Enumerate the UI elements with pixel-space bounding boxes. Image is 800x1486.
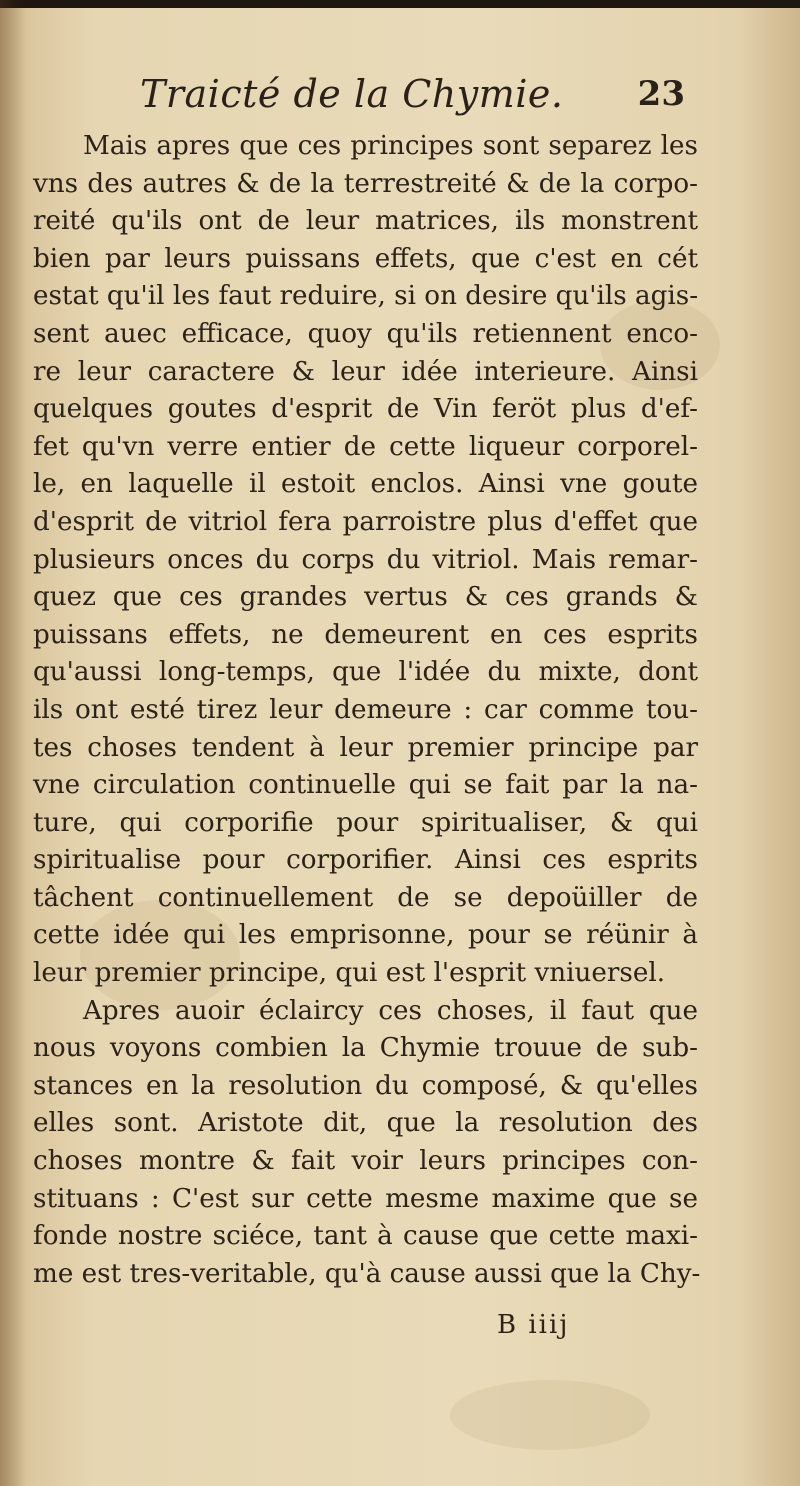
text-line: estat qu'il les faut reduire, si on desire qu'ils agis- <box>33 281 699 312</box>
text-line: choses montre & fait voir leurs principes con- <box>33 1146 698 1177</box>
text-line: ils ont esté tirez leur demeure : car comme tou- <box>33 694 698 725</box>
text-line: Mais apres que ces principes sont separez les <box>83 131 698 161</box>
body-text <box>33 128 701 1293</box>
text-line: ture, qui corporifie pour spiritualiser, & qui <box>33 807 698 838</box>
text-line: quelques goutes d'esprit de Vin feröt plus d'ef- <box>33 394 698 425</box>
page-number: 23 <box>637 74 685 114</box>
text-line: nous voyons combien la Chymie trouue de sub- <box>33 1033 698 1064</box>
text-line: puissans effets, ne demeurent en ces esprits <box>33 619 698 650</box>
text-line: cette idée qui les emprisonne, pour se réünir à <box>33 920 698 951</box>
text-line: spiritualise pour corporifier. Ainsi ces esprits <box>33 845 698 876</box>
text-line: tes choses tendent à leur premier principe par <box>33 732 698 763</box>
page-header <box>140 72 685 128</box>
text-line: leur premier principe, qui est l'esprit vniuersel. <box>33 958 666 989</box>
text-line: reité qu'ils ont de leur matrices, ils monstrent <box>33 206 698 237</box>
signature-mark: B iiij <box>497 1310 570 1340</box>
text-line: fet qu'vn verre entier de cette liqueur corporel- <box>33 431 698 462</box>
text-line: vne circulation continuelle qui se fait par la na- <box>33 770 698 801</box>
text-line: stances en la resolution du composé, & qu'elles <box>33 1070 698 1101</box>
text-line: d'esprit de vitriol fera parroistre plus d'effet que <box>33 506 698 537</box>
text-line: Apres auoir éclaircy ces choses, il faut que <box>83 995 698 1026</box>
text-line: re leur caractere & leur idée interieure. Ainsi <box>33 356 698 387</box>
text-line: tâchent continuellement de se depoüiller de <box>33 882 698 913</box>
text-line: me est tres-veritable, qu'à cause aussi que la Chy- <box>33 1258 701 1289</box>
text-line: plusieurs onces du corps du vitriol. Mais remar- <box>33 544 698 575</box>
text-line: bien par leurs puissans effets, que c'est en cét <box>33 243 698 274</box>
running-title: Traicté de la Chymie. <box>140 72 564 116</box>
text-line: qu'aussi long-temps, que l'idée du mixte, dont <box>33 657 698 688</box>
text-line: vns des autres & de la terrestreité & de la corpo- <box>33 168 698 199</box>
paper-stain <box>450 1380 650 1450</box>
spine-shadow <box>0 0 26 1486</box>
text-line: quez que ces grandes vertus & ces grands & <box>33 582 698 613</box>
text-line: le, en laquelle il estoit enclos. Ainsi vne goute <box>33 469 698 500</box>
text-line: stituans : C'est sur cette mesme maxime que se <box>33 1183 698 1214</box>
text-line: elles sont. Aristote dit, que la resolution des <box>33 1108 698 1139</box>
text-line: fonde nostre sciéce, tant à cause que cette maxi- <box>33 1221 698 1252</box>
text-line: sent auec efficace, quoy qu'ils retiennent enco- <box>33 318 698 349</box>
